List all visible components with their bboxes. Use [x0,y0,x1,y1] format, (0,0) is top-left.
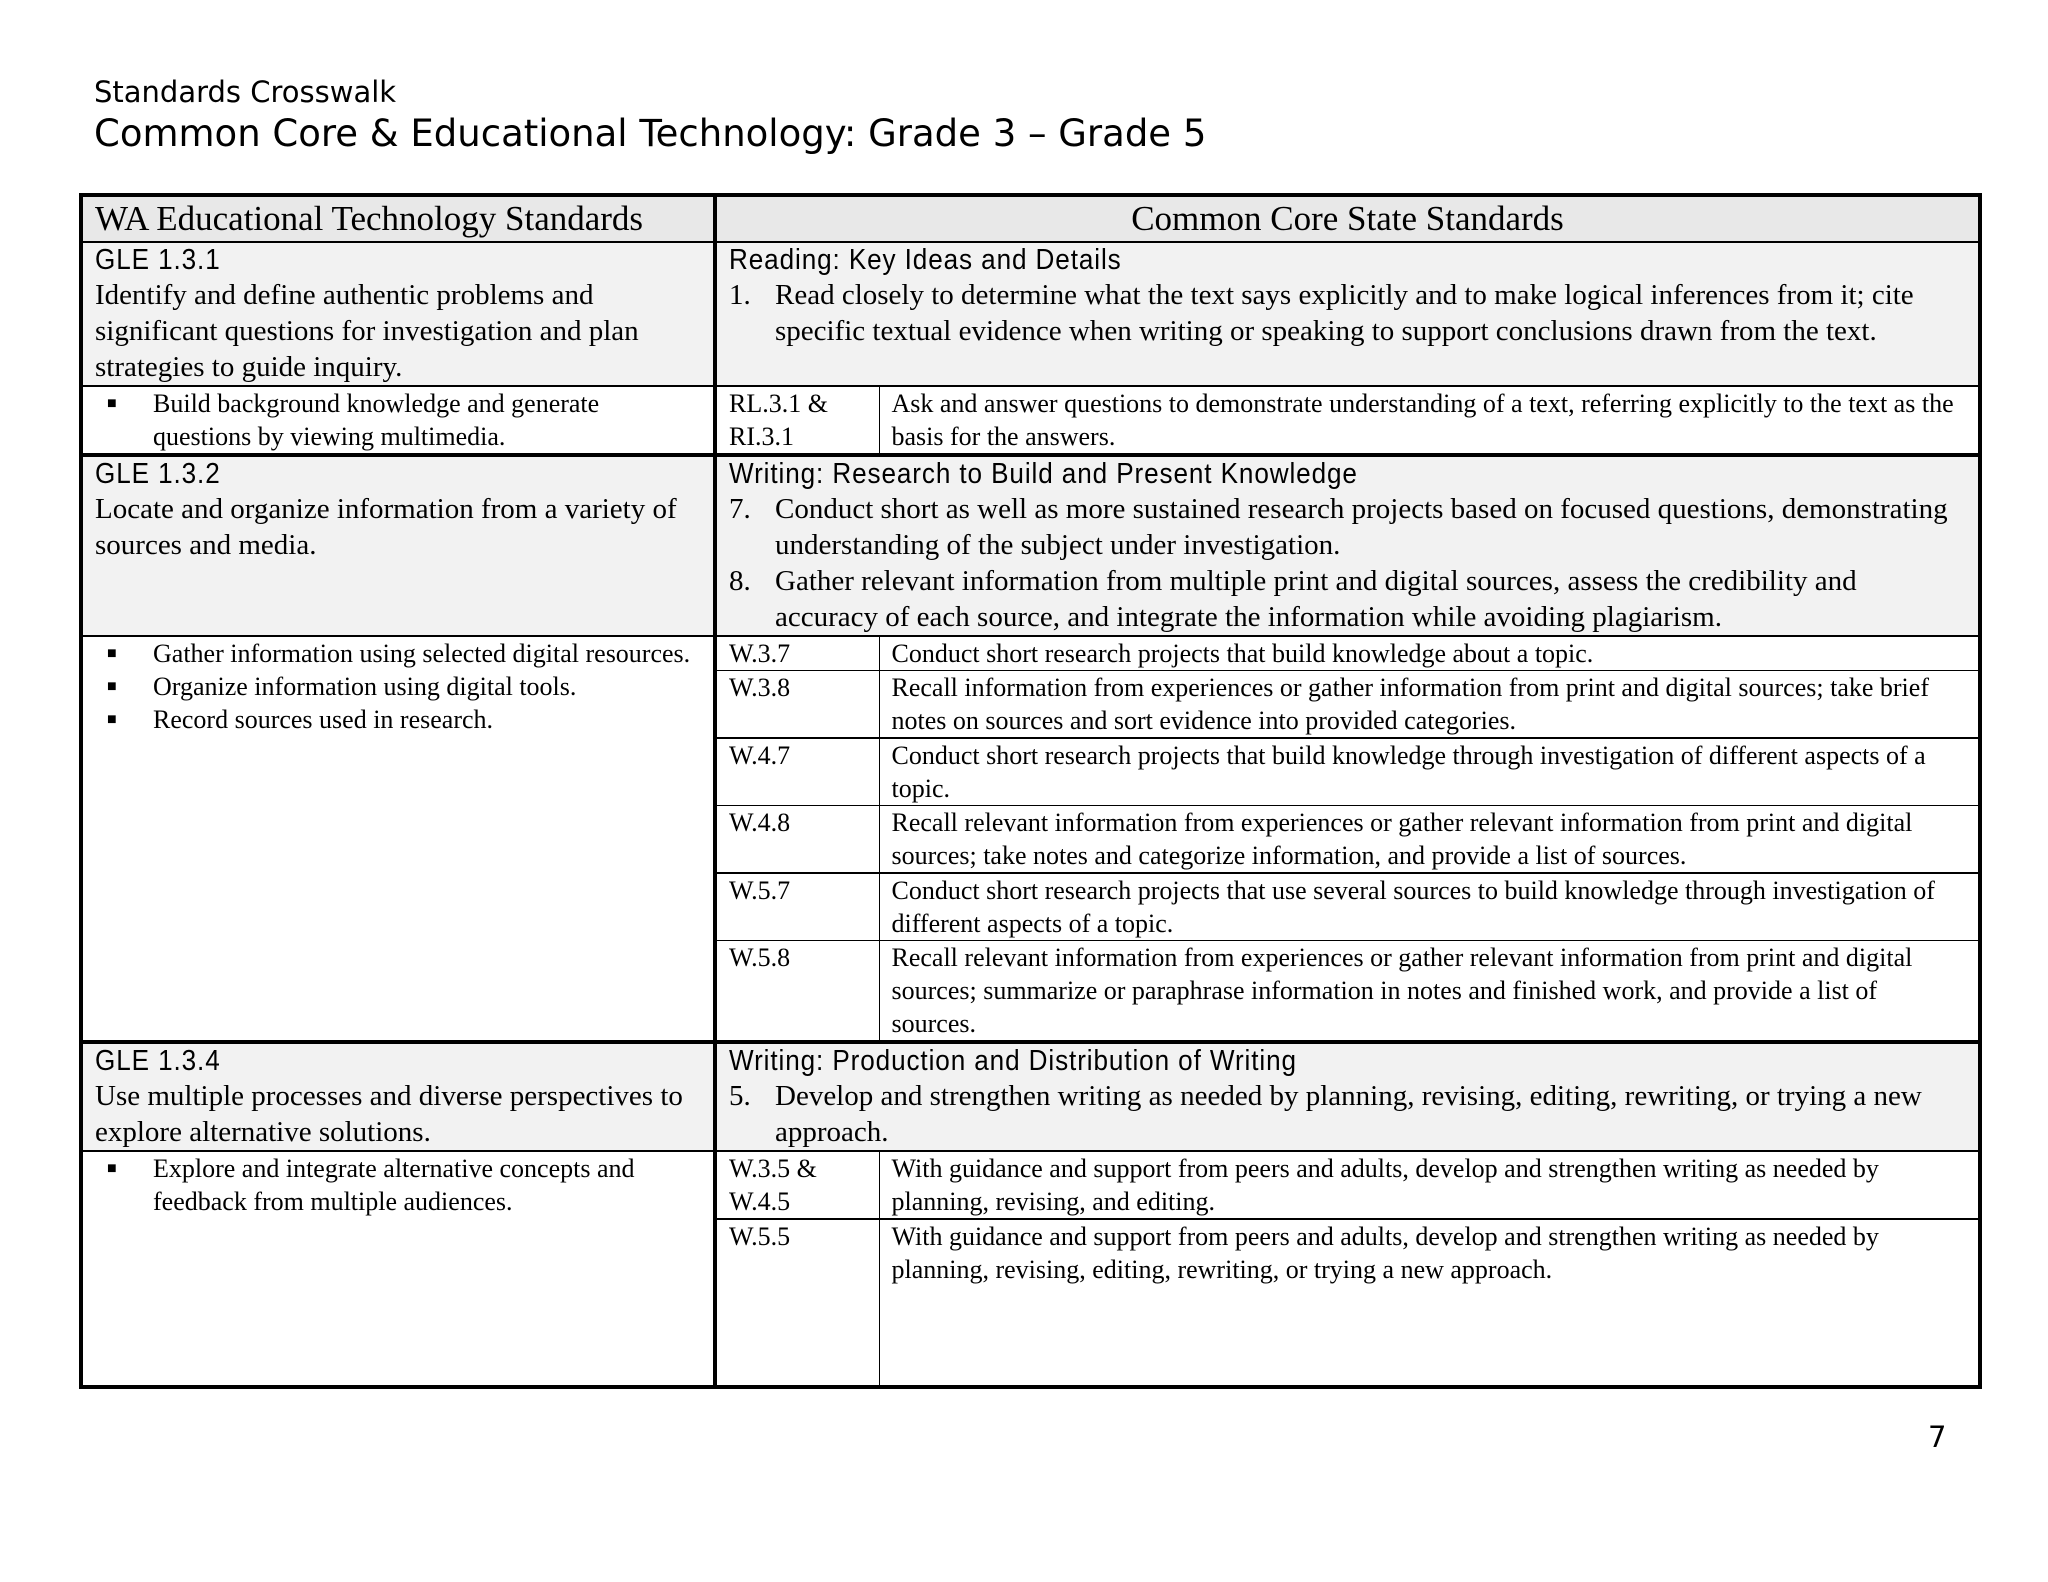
table-header-row [81,195,1980,242]
standard-description: Recall relevant information from experiences or gather relevant information from print and digital sources; summarize or paraphrase information in notes and finished work, and provide a list of sources. [879,941,1980,1043]
standard-code: W.4.8 [715,806,879,874]
standard-description: Recall information from experiences or gather information from print and digital sources; take brief notes on sources and sort evidence into provided categories. [879,671,1980,739]
bullet-list [95,1152,701,1218]
ccss-anchor-item [729,563,1966,635]
standard-row [81,1151,1980,1219]
ccss-cell [715,455,1980,636]
list-item [107,387,701,453]
bullet-text: Record sources used in research. [153,705,494,734]
gle-description: Identify and define authentic problems and significant questions for investigation and plan strategies to guide inquiry. [95,279,639,383]
standard-row [81,636,1980,671]
section-heading-row [81,455,1980,636]
bullet-text: Build background knowledge and generate questions by viewing multimedia. [153,389,600,451]
ccss-cell [715,242,1980,386]
ccss-anchor-list [729,1078,1966,1150]
bullet-list [95,387,701,453]
standard-code: W.4.7 [715,738,879,806]
ccss-anchor-item [729,1078,1966,1150]
list-item [107,1152,701,1218]
gle-code: GLE 1.3.2 [95,458,221,490]
page-number: 7 [1928,1420,1947,1454]
ccss-strand-title: Writing: Research to Build and Present Knowledge [729,458,1358,490]
standard-code: W.3.5 & W.4.5 [715,1151,879,1219]
list-item [107,670,701,703]
standard-row [81,386,1980,455]
gle-description: Use multiple processes and diverse perspectives to explore alternative solutions. [95,1080,683,1148]
ccss-anchor-item [729,277,1966,349]
anchor-number: 1. [729,279,751,311]
standard-code: W.5.7 [715,873,879,941]
bullet-cell [81,386,715,455]
standard-description: Conduct short research projects that use several sources to build knowledge through investigation of different aspects of a topic. [879,873,1980,941]
square-bullet-icon: ■ [107,645,117,662]
header-wa-standards: WA Educational Technology Standards [81,195,715,242]
anchor-text: Read closely to determine what the text says explicitly and to make logical inferences from it; cite specific textual evidence when writing or speaking to support conclusions drawn from the text. [775,279,1914,347]
anchor-number: 8. [729,565,751,597]
ccss-strand-title: Reading: Key Ideas and Details [729,244,1122,276]
gle-cell [81,242,715,386]
ccss-anchor-item [729,491,1966,563]
bullet-text: Organize information using digital tools. [153,672,577,701]
gle-cell [81,1042,715,1151]
square-bullet-icon: ■ [107,1160,117,1177]
standard-code: W.3.7 [715,636,879,671]
square-bullet-icon: ■ [107,678,117,695]
standard-description: With guidance and support from peers and adults, develop and strengthen writing as needed by planning, revising, editing, rewriting, or trying a new approach. [879,1219,1980,1387]
bullet-list [95,637,701,736]
anchor-number: 5. [729,1080,751,1112]
square-bullet-icon: ■ [107,395,117,412]
standard-code: RL.3.1 & RI.3.1 [715,386,879,455]
section-heading-row [81,242,1980,386]
ccss-anchor-list [729,277,1966,349]
anchor-text: Conduct short as well as more sustained research projects based on focused questions, demonstrating understanding of the subject under investigation. [775,493,1948,561]
anchor-text: Develop and strengthen writing as needed by planning, revising, editing, rewriting, or trying a new approach. [775,1080,1922,1148]
gle-code: GLE 1.3.1 [95,244,221,276]
ccss-anchor-list [729,491,1966,635]
ccss-cell [715,1042,1980,1151]
header-common-core: Common Core State Standards [715,195,1980,242]
document-subtitle: Standards Crosswalk [94,75,397,109]
standard-code: W.5.8 [715,941,879,1043]
standard-description: Ask and answer questions to demonstrate understanding of a text, referring explicitly to the text as the basis for the answers. [879,386,1980,455]
bullet-cell [81,1151,715,1387]
bullet-cell [81,636,715,1042]
anchor-text: Gather relevant information from multiple print and digital sources, assess the credibility and accuracy of each source, and integrate the information while avoiding plagiarism. [775,565,1857,633]
anchor-number: 7. [729,493,751,525]
ccss-strand-title: Writing: Production and Distribution of Writing [729,1045,1297,1077]
standards-crosswalk-table [79,193,1982,1389]
standard-code: W.5.5 [715,1219,879,1387]
standard-code: W.3.8 [715,671,879,739]
gle-code: GLE 1.3.4 [95,1045,221,1077]
standard-description: Recall relevant information from experiences or gather relevant information from print and digital sources; take notes and categorize information, and provide a list of sources. [879,806,1980,874]
document-title: Common Core & Educational Technology: Grade 3 – Grade 5 [94,112,1207,155]
standard-description: With guidance and support from peers and adults, develop and strengthen writing as needed by planning, revising, and editing. [879,1151,1980,1219]
list-item [107,703,701,736]
standard-description: Conduct short research projects that build knowledge through investigation of different aspects of a topic. [879,738,1980,806]
page-header [94,74,1206,158]
square-bullet-icon: ■ [107,711,117,728]
section-heading-row [81,1042,1980,1151]
gle-cell [81,455,715,636]
gle-description: Locate and organize information from a variety of sources and media. [95,493,677,561]
bullet-text: Gather information using selected digital resources. [153,639,691,668]
list-item [107,637,701,670]
bullet-text: Explore and integrate alternative concepts and feedback from multiple audiences. [153,1154,635,1216]
standard-description: Conduct short research projects that build knowledge about a topic. [879,636,1980,671]
